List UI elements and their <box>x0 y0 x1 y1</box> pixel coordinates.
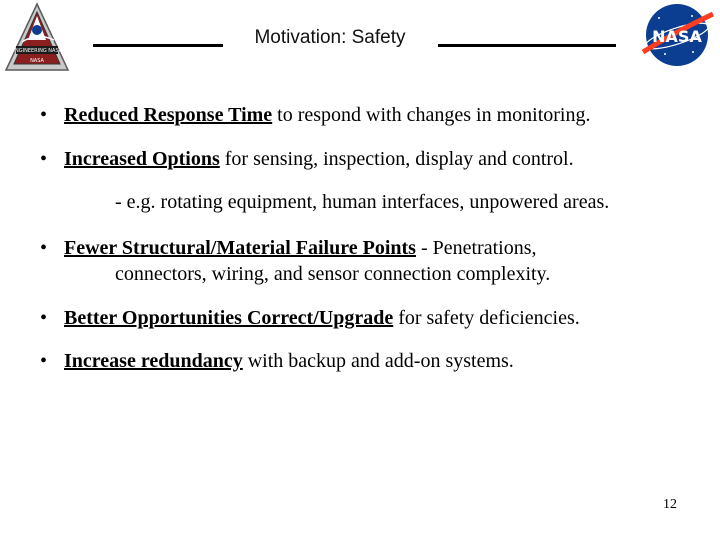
page-title: Motivation: Safety <box>254 27 406 48</box>
bullet-key-text: Reduced Response Time <box>64 104 273 126</box>
bullet-text: for sensing, inspection, display and control. <box>219 148 574 170</box>
bullet-reduced-response-time <box>40 103 590 127</box>
patch-text: ENGINEERING NASA <box>11 48 63 54</box>
bullet-key-text: Better Opportunities Correct/Upgrade <box>64 307 394 329</box>
sub-line-examples: - e.g. rotating equipment, human interfaces, unpowered areas. <box>115 191 610 213</box>
bullet-text: with backup and add-on systems. <box>242 350 514 372</box>
bullet-text: for safety deficiencies. <box>393 307 580 329</box>
bullet-key-text: Fewer Structural/Material Failure Points <box>64 237 416 259</box>
bullet-marker: • <box>40 148 48 170</box>
bullet-increase-redundancy <box>40 349 514 373</box>
bullet-text: - Penetrations, <box>415 237 537 259</box>
svg-text:NASA: NASA <box>30 58 44 64</box>
bullet-marker: • <box>40 104 48 126</box>
sub-line-connectors: connectors, wiring, and sensor connection complexity. <box>115 263 551 285</box>
bullet-marker: • <box>40 307 48 329</box>
nasa-wordmark: NASA <box>652 27 702 46</box>
bullet-key-text: Increase redundancy <box>64 350 243 372</box>
bullet-marker: • <box>40 237 48 259</box>
bullet-increased-options <box>40 147 574 171</box>
bullet-marker: • <box>40 350 48 372</box>
title-rule-right <box>438 44 616 47</box>
bullet-better-opportunities <box>40 306 580 330</box>
bullet-text: to respond with changes in monitoring. <box>272 104 591 126</box>
bullet-key-text: Increased Options <box>64 148 220 170</box>
page-number: 12 <box>663 497 677 512</box>
nasa-meatball-logo <box>637 2 717 68</box>
bullet-fewer-failure-points <box>40 236 536 260</box>
